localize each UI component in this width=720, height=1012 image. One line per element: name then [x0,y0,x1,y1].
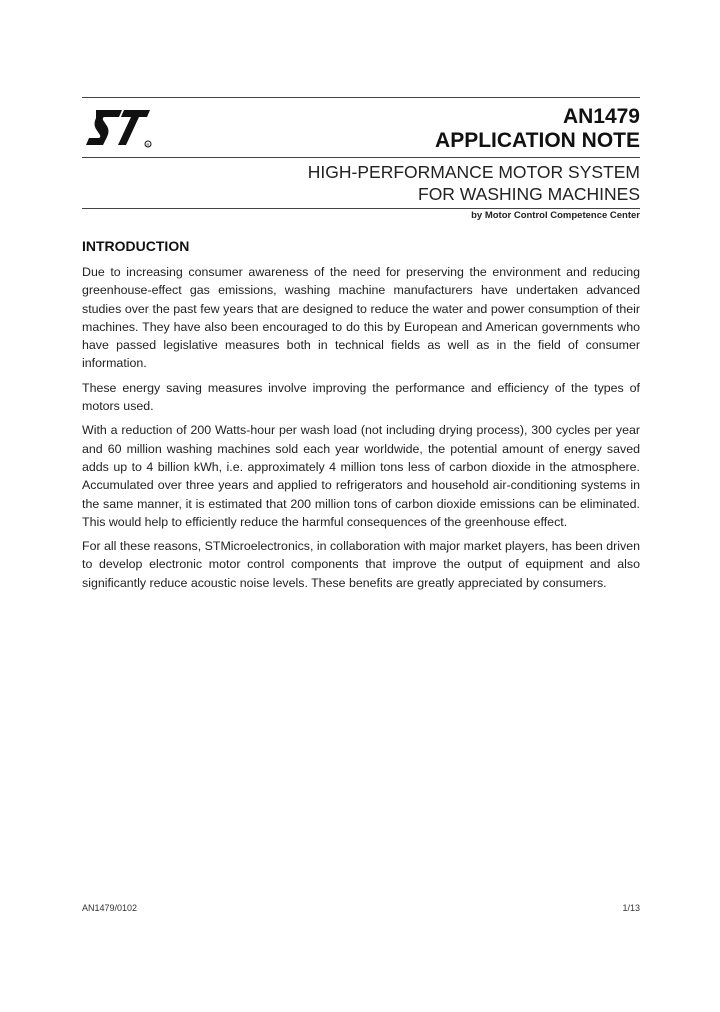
paragraph: Due to increasing consumer awareness of the need for preserving the environment and reducing greenhouse-effect gas emissions, washing machine manufacturers have undertaken advanced studies over the past few years that are designed to reduce the water and power consumption of their machines. They have also been encouraged to do this by European and American governments who have passed legislative measures both in technical fields as well as in the field of consumer information. [82,265,640,371]
title-top-rule [82,157,640,158]
section-heading: INTRODUCTION [82,238,190,254]
footer-page-number: 1/13 [622,903,640,913]
title-bottom-rule [82,208,640,209]
paragraph: For all these reasons, STMicroelectronics, in collaboration with major market players, has been driven to develop electronic motor control components that improve the output of equipment and also significantly reduce acoustic noise levels. These benefits are greatly appreciated by consumers. [82,539,640,590]
svg-text:R: R [146,142,150,147]
paragraph: With a reduction of 200 Watts-hour per wash load (not including drying process), 300 cycles per year and 60 million washing machines sold each year worldwide, the potential amount of energy saved adds up to 4 billion kWh, i.e. approximately 4 million tons less of carbon dioxide in the atmosphere. Accumulated over three years and applied to refrigerators and household air-conditioning systems in the same manner, it is estimated that 200 million tons of carbon dioxide emissions can be eliminated. This would help to efficiently reduce the harmful consequences of the greenhouse effect. [82,423,640,529]
paragraph: These energy saving measures involve improving the performance and efficiency of the types of motors used. [82,380,640,414]
document-title-line-1: HIGH-PERFORMANCE MOTOR SYSTEM [307,162,640,182]
footer-document-code: AN1479/0102 [82,903,138,913]
document-number: AN1479 [562,105,640,128]
document-type: APPLICATION NOTE [435,129,640,152]
document-title [308,161,640,205]
header-top-rule [82,97,640,98]
document-title-line-2: FOR WASHING MACHINES [418,184,640,204]
body-text [82,263,640,598]
st-logo [82,106,152,150]
author-byline: by Motor Control Competence Center [471,210,640,221]
